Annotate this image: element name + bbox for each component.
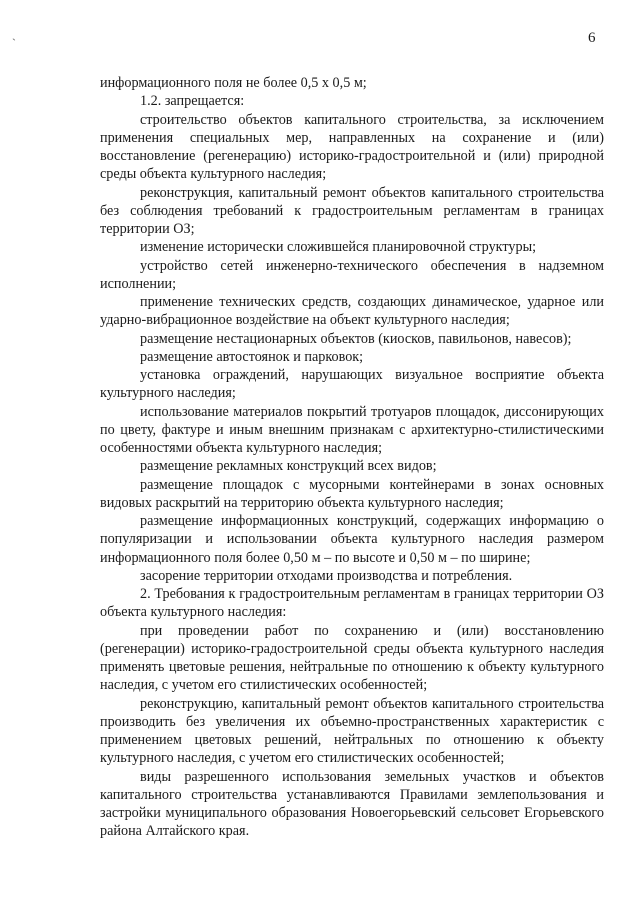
page-number: 6 — [588, 30, 596, 46]
paragraph-planning-structure: изменение исторически сложившейся планировочной структуры; — [140, 239, 537, 256]
paragraph-info-structures: размещение информационных конструкций, содержащих информацию о популяризации и использовании объекта культурного наследия размером информационного поля более 0,50 м – по высоте и 0,50 м – по ширине; — [100, 513, 604, 566]
paragraph-color-solutions: при проведении работ по сохранению и (или) восстановлению (регенерации) историко-градостроительной среды объекта культурного наследия применять цветовые решения, нейтральные по отношению к объекту культурного наследия, с учетом его стилистических особенностей; — [100, 622, 604, 694]
paragraph-parking: размещение автостоянок и парковок; — [140, 348, 364, 365]
paragraph-requirements-heading: 2. Требования к градостроительным регламентам в границах территории ОЗ объекта культурного наследия: — [100, 586, 604, 621]
paragraph-temporary-objects: размещение нестационарных объектов (киосков, павильонов, навесов); — [140, 330, 572, 347]
paragraph-permitted-use: виды разрешенного использования земельных участков и объектов капитального строительства устанавливаются Правилами землепользования и застройки муниципального образования Новоегорьевский сельсовет Егорьевского района Алтайского края. — [100, 768, 604, 840]
paragraph-capital-construction: строительство объектов капитального строительства, за исключением применения специальных мер, направленных на сохранение и (или) восстановление (регенерацию) историко-градостроительной и (или) природной среды объекта культурного наследия; — [100, 111, 604, 183]
paragraph-waste-containers: размещение площадок с мусорными контейнерами в зонах основных видовых раскрытий на территорию объекта культурного наследия; — [100, 476, 604, 511]
paragraph-technical-means: применение технических средств, создающих динамическое, ударное или ударно-вибрационное воздействие на объект культурного наследия; — [100, 294, 604, 329]
paragraph-advertising: размещение рекламных конструкций всех видов; — [140, 458, 437, 475]
paragraph-paving-materials: использование материалов покрытий тротуаров площадок, диссонирующих по цвету, фактуре и иным внешним признакам с архитектурно-стилистическими особенностями объекта культурного наследия; — [100, 403, 604, 456]
paragraph-fences: установка ограждений, нарушающих визуальное восприятие объекта культурного наследия; — [100, 367, 604, 402]
paragraph-reconstruction: реконструкция, капитальный ремонт объектов капитального строительства без соблюдения требований к градостроительным регламентам в границах территории ОЗ; — [100, 184, 604, 237]
paragraph-reconstruction-volume: реконструкцию, капитальный ремонт объектов капитального строительства производить без увеличения их объемно-пространственных характеристик с применением цветовых решений, нейтральных по отношению к объекту культурного наследия, с учетом его стилистических особенностей; — [100, 695, 604, 767]
paragraph-info-field-size: информационного поля не более 0,5 х 0,5 м; — [100, 75, 367, 91]
paragraph-littering: засорение территории отходами производства и потребления. — [140, 567, 513, 584]
paragraph-engineering-networks: устройство сетей инженерно-технического обеспечения в надземном исполнении; — [100, 257, 604, 292]
document-body — [100, 74, 604, 841]
scan-corner-mark: ` — [12, 36, 16, 50]
paragraph-prohibited-heading: 1.2. запрещается: — [140, 93, 245, 110]
